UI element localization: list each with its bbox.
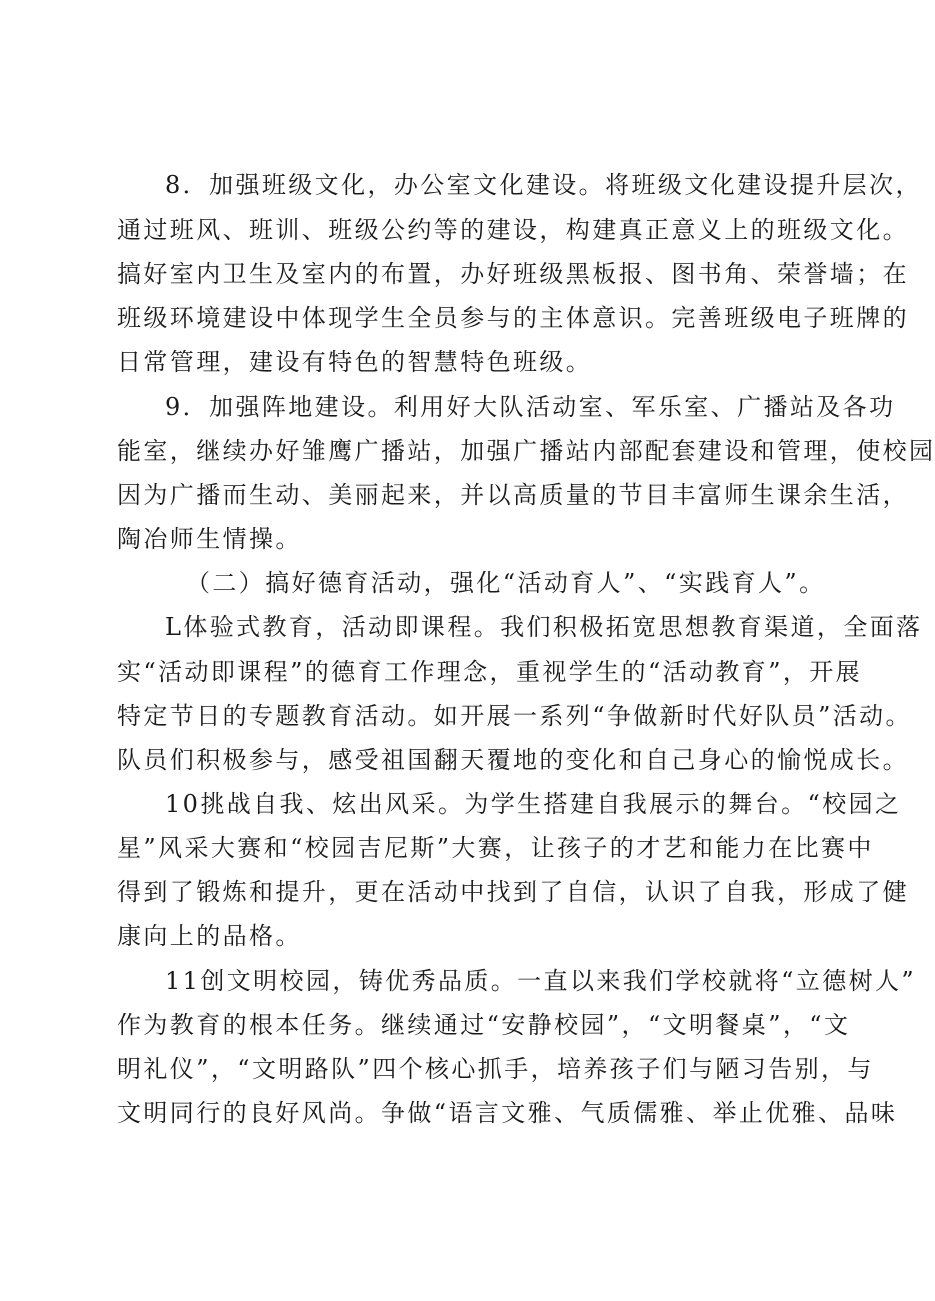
paragraph-10-line-1: 10挑战自我、炫出风采。为学生搭建自我展示的舞台。“校园之: [165, 790, 902, 818]
paragraph-9-line-3: 因为广播而生动、美丽起来，并以高质量的节目丰富师生课余生活，: [117, 481, 909, 509]
paragraph-9-line-4: 陶冶师生情操。: [117, 525, 302, 553]
paragraph-8-line-5: 日常管理，建设有特色的智慧特色班级。: [117, 348, 593, 376]
paragraph-10-line-4: 康向上的品格。: [117, 922, 302, 950]
paragraph-9-line-1: 9．加强阵地建设。利用好大队活动室、军乐室、广播站及各功: [165, 393, 896, 421]
paragraph-8-line-3: 搞好室内卫生及室内的布置，办好班级黑板报、图书角、荣誉墙；在: [117, 260, 909, 288]
paragraph-11-line-2: 作为教育的根本任务。继续通过“安静校园”，“文明餐桌”，“文: [117, 1011, 851, 1039]
section-heading: （二）搞好德育活动，强化“活动育人”、“实践育人”。: [186, 569, 826, 597]
paragraph-11-line-1: 11创文明校园，铸优秀品质。一直以来我们学校就将“立德树人”: [165, 967, 917, 995]
paragraph-8-line-2: 通过班风、班训、班级公约等的建设，构建真正意义上的班级文化。: [117, 216, 909, 244]
paragraph-9-line-2: 能室，继续办好雏鹰广播站，加强广播站内部配套建设和管理，使校园: [117, 437, 935, 465]
paragraph-8-line-4: 班级环境建设中体现学生全员参与的主体意识。完善班级电子班牌的: [117, 304, 909, 332]
paragraph-10-line-2: 星”风采大赛和“校园吉尼斯”大赛，让孩子的才艺和能力在比赛中: [117, 834, 874, 862]
paragraph-8-line-1: 8．加强班级文化，办公室文化建设。将班级文化建设提升层次，: [165, 171, 922, 199]
paragraph-10-line-3: 得到了锻炼和提升，更在活动中找到了自信，认识了自我，形成了健: [117, 878, 909, 906]
paragraph-1-line-4: 队员们积极参与，感受祖国翻天覆地的变化和自己身心的愉悦成长。: [117, 746, 909, 774]
paragraph-11-line-4: 文明同行的良好风尚。争做“语言文雅、气质儒雅、举止优雅、品味: [117, 1099, 898, 1127]
paragraph-1-line-2: 实“活动即课程”的德育工作理念，重视学生的“活动教育”，开展: [117, 658, 863, 686]
paragraph-11-line-3: 明礼仪”，“文明路队”四个核心抓手，培养孩子们与陋习告别，与: [117, 1055, 874, 1083]
paragraph-1-line-1: L体验式教育，活动即课程。我们积极拓宽思想教育渠道，全面落: [165, 613, 923, 641]
paragraph-1-line-3: 特定节日的专题教育活动。如开展一系列“争做新时代好队员”活动。: [117, 702, 912, 730]
